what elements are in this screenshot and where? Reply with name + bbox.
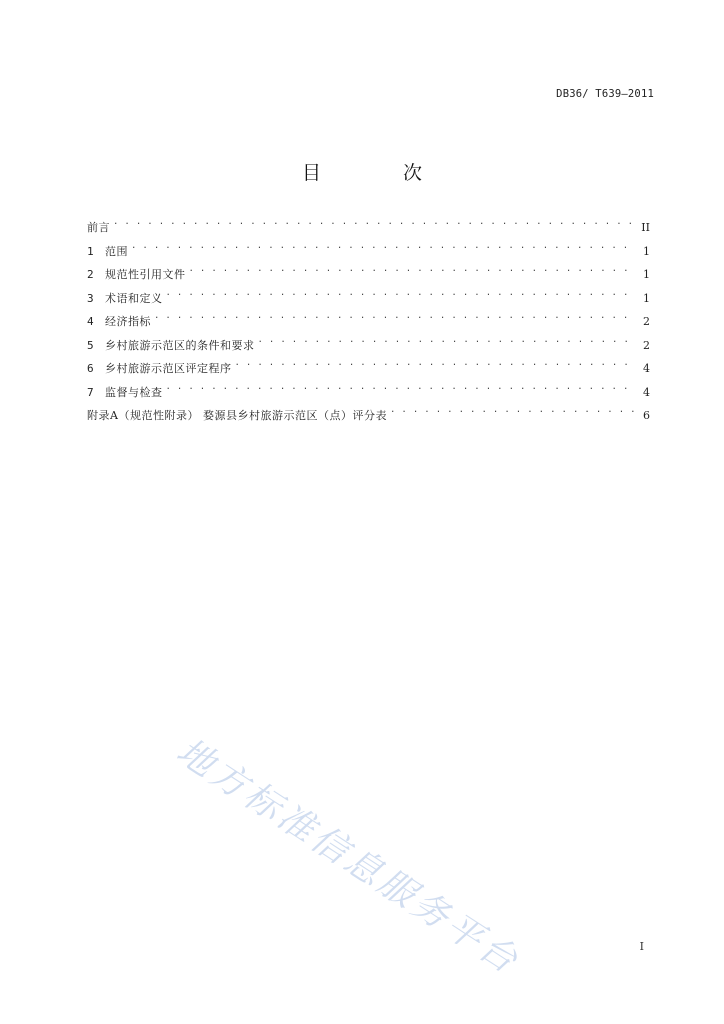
toc-entry-1[interactable] [87,243,650,267]
toc-entry-6[interactable] [87,360,650,384]
toc-entry-appendix-a[interactable] [87,407,650,431]
toc-number: 7 [87,385,94,399]
toc-leader [131,243,636,255]
toc-number: 3 [87,291,94,305]
toc-page-number: 1 [643,244,650,258]
toc-leader [113,219,635,231]
table-of-contents [87,219,650,431]
toc-title: 乡村旅游示范区评定程序 [105,362,232,375]
toc-entry-5[interactable] [87,337,650,361]
toc-page-number: 1 [643,268,650,281]
toc-number: 5 [87,338,94,352]
toc-title: 术语和定义 [105,291,163,305]
toc-number: 4 [87,315,94,328]
toc-number: 2 [87,268,94,281]
toc-leader [166,290,637,302]
toc-leader [235,360,637,372]
toc-title: 前言 [87,221,110,234]
toc-page-number: 4 [643,362,650,375]
toc-page-number: 2 [643,315,650,328]
toc-title: 经济指标 [105,315,151,328]
toc-entry-2[interactable] [87,266,650,290]
toc-title: 乡村旅游示范区的条件和要求 [105,338,255,352]
toc-page-number: 4 [643,385,650,399]
standard-code: DB36/ T639—2011 [556,88,654,100]
toc-page-number: 2 [643,338,650,352]
toc-title: 范围 [105,244,128,258]
toc-leader [189,266,637,278]
toc-entry-3[interactable] [87,290,650,314]
toc-number: 6 [87,362,94,375]
toc-title: 附录A（规范性附录） 婺源县乡村旅游示范区（点）评分表 [87,409,387,422]
page-title: 目 次 [301,162,461,184]
toc-page-number: II [641,221,650,234]
toc-leader [154,313,636,325]
toc-entry-4[interactable] [87,313,650,337]
toc-page-number: 1 [643,291,650,305]
toc-leader [258,337,637,349]
toc-title: 规范性引用文件 [105,268,186,281]
toc-number: 1 [87,244,94,258]
toc-leader [166,384,637,396]
toc-page-number: 6 [643,409,650,422]
toc-leader [390,407,636,419]
page-number: I [639,940,644,953]
toc-title: 监督与检查 [105,385,163,399]
toc-entry-7[interactable] [87,384,650,408]
watermark: 地方标准信息服务平台 [169,730,528,984]
toc-entry-preface[interactable] [87,219,650,243]
